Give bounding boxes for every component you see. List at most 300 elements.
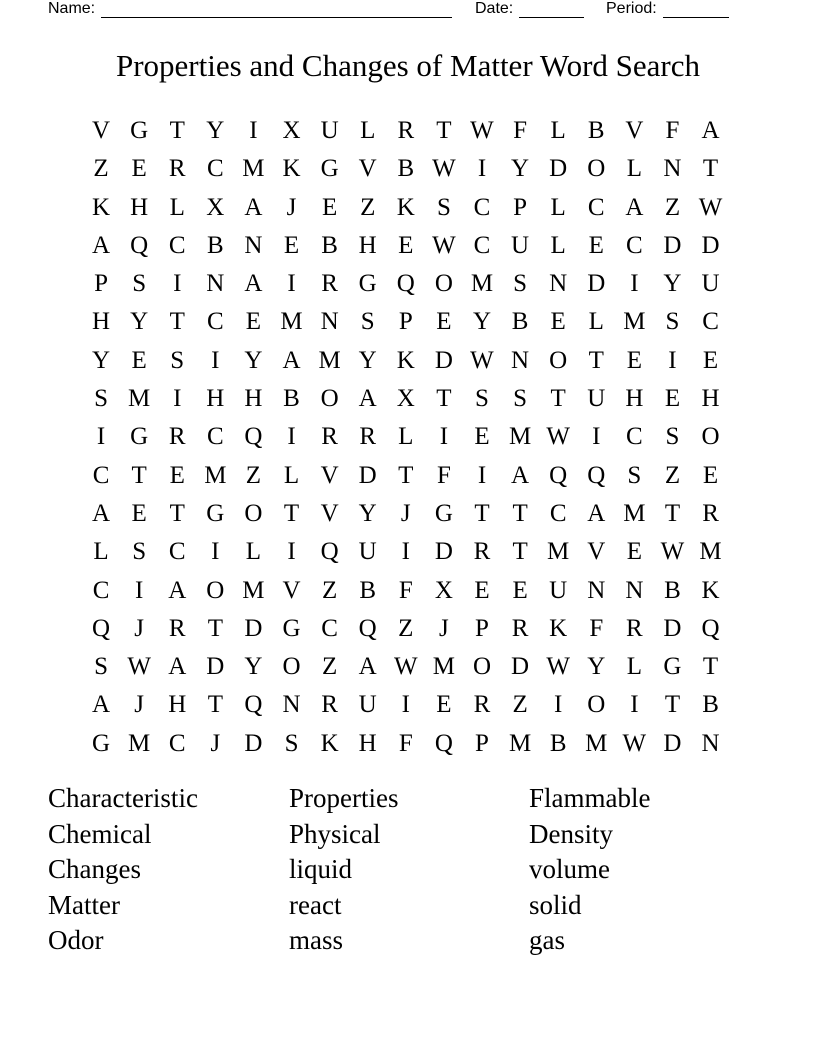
grid-letter[interactable]: L (550, 117, 566, 144)
grid-letter[interactable]: P (398, 308, 413, 336)
grid-letter[interactable]: A (244, 270, 263, 298)
grid-letter[interactable]: Z (360, 193, 376, 221)
grid-letter[interactable]: B (359, 576, 377, 604)
grid-letter[interactable]: W (432, 231, 456, 259)
grid-letter[interactable]: E (474, 576, 490, 604)
grid-row (82, 495, 730, 533)
grid-letter[interactable]: C (92, 461, 110, 489)
grid-letter[interactable]: X (206, 193, 225, 221)
grid-letter[interactable]: G (206, 499, 225, 527)
grid-letter[interactable]: X (282, 117, 301, 144)
grid-letter[interactable]: T (664, 499, 681, 527)
grid-letter[interactable]: I (134, 576, 144, 604)
grid-letter[interactable]: A (168, 653, 187, 681)
grid-letter[interactable]: V (282, 576, 301, 604)
grid-letter[interactable]: O (206, 576, 225, 604)
grid-row (82, 572, 730, 610)
grid-letter[interactable]: C (626, 231, 643, 259)
grid-letter[interactable]: W (660, 538, 685, 566)
grid-letter[interactable]: D (663, 729, 682, 757)
grid-letter[interactable]: S (436, 193, 451, 221)
grid-letter[interactable]: T (512, 538, 528, 566)
grid-letter[interactable]: R (168, 423, 186, 451)
grid-letter[interactable]: W (432, 155, 456, 183)
grid-letter[interactable]: T (588, 346, 604, 374)
grid-letter[interactable]: S (94, 385, 108, 413)
grid-letter[interactable]: I (630, 691, 639, 719)
grid-letter[interactable]: C (626, 423, 643, 451)
grid-letter[interactable]: W (393, 653, 418, 681)
grid-letter[interactable]: Y (472, 308, 492, 336)
grid-letter[interactable]: T (169, 499, 185, 527)
grid-letter[interactable]: O (701, 423, 720, 451)
grid-letter[interactable]: Z (512, 691, 528, 719)
grid-letter[interactable]: Q (358, 614, 377, 642)
grid-letter[interactable]: F (436, 461, 451, 489)
grid-letter[interactable]: R (321, 423, 338, 451)
grid-letter[interactable]: M (242, 155, 265, 183)
grid-letter[interactable]: S (94, 653, 108, 681)
grid-letter[interactable]: J (134, 614, 144, 642)
grid-letter[interactable]: I (439, 423, 449, 451)
grid-letter[interactable]: T (283, 499, 300, 527)
grid-letter[interactable]: F (589, 614, 604, 642)
grid-letter[interactable]: Y (244, 346, 263, 374)
grid-letter[interactable]: S (665, 308, 680, 336)
grid-row (82, 303, 730, 341)
grid-letter[interactable]: V (320, 461, 339, 489)
grid-letter[interactable]: M (204, 461, 227, 489)
grid-letter[interactable]: B (321, 231, 338, 259)
grid-letter[interactable]: E (702, 461, 719, 489)
grid-letter[interactable]: I (249, 117, 258, 144)
grid-letter[interactable]: C (206, 308, 224, 336)
grid-letter[interactable]: C (168, 729, 186, 757)
grid-letter[interactable]: R (321, 270, 338, 298)
grid-letter[interactable]: G (130, 117, 149, 144)
grid-letter[interactable]: I (401, 538, 410, 566)
grid-letter[interactable]: S (360, 308, 375, 336)
grid-letter[interactable]: W (622, 729, 647, 757)
grid-letter[interactable]: A (168, 576, 187, 604)
grid-letter[interactable]: W (546, 653, 570, 681)
grid-letter[interactable]: D (511, 653, 530, 681)
grid-letter[interactable]: N (511, 346, 530, 374)
grid-letter[interactable]: I (211, 538, 220, 566)
grid-letter[interactable]: U (511, 231, 530, 259)
grid-letter[interactable]: Y (130, 308, 149, 336)
grid-letter[interactable]: S (475, 385, 489, 413)
grid-letter[interactable]: V (92, 117, 111, 144)
grid-letter[interactable]: D (549, 155, 568, 183)
grid-letter[interactable]: H (92, 308, 111, 336)
grid-row (82, 686, 730, 724)
grid-letter[interactable]: R (702, 499, 719, 527)
grid-letter[interactable]: F (398, 576, 413, 604)
date-blank-line (519, 2, 584, 18)
grid-letter[interactable]: C (473, 193, 491, 221)
grid-letter[interactable]: L (550, 193, 566, 221)
grid-letter[interactable]: W (470, 346, 494, 374)
grid-letter[interactable]: E (169, 461, 185, 489)
grid-letter[interactable]: P (475, 729, 489, 757)
grid-row (82, 610, 730, 648)
grid-letter[interactable]: T (398, 461, 414, 489)
grid-letter[interactable]: T (169, 117, 185, 144)
grid-letter[interactable]: L (398, 423, 414, 451)
grid-letter[interactable]: G (282, 614, 301, 642)
grid-letter[interactable]: D (701, 231, 720, 259)
word-item: mass (289, 925, 343, 956)
grid-letter[interactable]: E (588, 231, 604, 259)
grid-letter[interactable]: S (665, 423, 680, 451)
grid-letter[interactable]: T (131, 461, 147, 489)
grid-letter[interactable]: A (701, 117, 720, 144)
grid-letter[interactable]: I (173, 385, 182, 413)
grid-letter[interactable]: Q (92, 614, 111, 642)
grid-letter[interactable]: S (513, 385, 528, 413)
grid-letter[interactable]: N (282, 691, 301, 719)
grid-letter[interactable]: A (92, 691, 111, 719)
grid-letter[interactable]: T (702, 155, 719, 183)
grid-letter[interactable]: R (321, 691, 338, 719)
grid-letter[interactable]: K (396, 193, 415, 221)
grid-letter[interactable]: T (550, 385, 566, 413)
grid-letter[interactable]: I (630, 270, 639, 298)
grid-letter[interactable]: O (587, 155, 606, 183)
grid-letter[interactable]: Y (358, 499, 377, 527)
grid-letter[interactable]: Q (130, 231, 149, 259)
grid-letter[interactable]: Y (92, 346, 111, 374)
grid-letter[interactable]: V (358, 155, 377, 183)
grid-letter[interactable]: B (397, 155, 415, 183)
grid-letter[interactable]: M (318, 346, 341, 374)
grid-letter[interactable]: S (284, 729, 299, 757)
grid-letter[interactable]: W (546, 423, 570, 451)
grid-letter[interactable]: Q (434, 729, 453, 757)
grid-letter[interactable]: R (473, 538, 491, 566)
grid-letter[interactable]: A (92, 499, 111, 527)
grid-letter[interactable]: U (358, 691, 377, 719)
grid-letter[interactable]: R (359, 423, 377, 451)
grid-letter[interactable]: T (207, 614, 223, 642)
grid-letter[interactable]: D (244, 729, 263, 757)
grid-letter[interactable]: C (92, 576, 110, 604)
grid-letter[interactable]: A (625, 193, 644, 221)
grid-letter[interactable]: O (244, 499, 263, 527)
grid-letter[interactable]: E (702, 346, 719, 374)
grid-letter[interactable]: W (470, 117, 494, 144)
grid-letter[interactable]: E (131, 155, 147, 183)
grid-letter[interactable]: H (206, 385, 225, 413)
grid-letter[interactable]: I (287, 423, 296, 451)
grid-letter[interactable]: D (587, 270, 606, 298)
grid-letter[interactable]: M (432, 653, 455, 681)
grid-letter[interactable]: M (623, 308, 646, 336)
grid-letter[interactable]: Q (701, 614, 720, 642)
grid-letter[interactable]: U (701, 270, 720, 298)
grid-letter[interactable]: M (508, 729, 532, 757)
grid-letter[interactable]: R (168, 155, 186, 183)
grid-letter[interactable]: K (549, 614, 568, 642)
grid-letter[interactable]: E (626, 346, 642, 374)
grid-letter[interactable]: G (92, 729, 111, 757)
grid-letter[interactable]: N (244, 231, 263, 259)
grid-letter[interactable]: H (244, 385, 263, 413)
grid-letter[interactable]: M (280, 308, 303, 336)
grid-letter[interactable]: D (663, 231, 682, 259)
grid-letter[interactable]: A (358, 653, 377, 681)
grid-letter[interactable]: A (511, 461, 530, 489)
grid-letter[interactable]: D (434, 538, 453, 566)
grid-letter[interactable]: M (623, 499, 646, 527)
grid-letter[interactable]: M (128, 385, 151, 413)
grid-letter[interactable]: V (587, 538, 606, 566)
grid-letter[interactable]: M (470, 270, 494, 298)
grid-letter[interactable]: V (320, 499, 339, 527)
grid-letter[interactable]: Y (587, 653, 606, 681)
grid-letter[interactable]: D (434, 346, 453, 374)
grid-letter[interactable]: P (475, 614, 489, 642)
grid-letter[interactable]: L (245, 538, 262, 566)
grid-letter[interactable]: A (587, 499, 606, 527)
grid-letter[interactable]: Y (244, 653, 263, 681)
grid-letter[interactable]: V (625, 117, 644, 144)
grid-letter[interactable]: O (549, 346, 568, 374)
grid-letter[interactable]: I (668, 346, 677, 374)
grid-letter[interactable]: D (358, 461, 377, 489)
grid-letter[interactable]: I (211, 346, 220, 374)
grid-letter[interactable]: B (664, 576, 681, 604)
grid-letter[interactable]: N (587, 576, 606, 604)
grid-letter[interactable]: D (244, 614, 263, 642)
grid-letter[interactable]: E (626, 538, 642, 566)
grid-letter[interactable]: I (477, 155, 487, 183)
grid-letter[interactable]: S (170, 346, 185, 374)
grid-letter[interactable]: M (585, 729, 608, 757)
grid-letter[interactable]: K (396, 346, 415, 374)
name-field[interactable] (48, 0, 452, 18)
grid-letter[interactable]: L (93, 538, 109, 566)
grid-letter[interactable]: C (168, 538, 186, 566)
grid-letter[interactable]: O (434, 270, 453, 298)
grid-letter[interactable]: M (508, 423, 532, 451)
grid-letter[interactable]: J (210, 729, 221, 757)
grid-letter[interactable]: E (398, 231, 414, 259)
grid-letter[interactable]: G (320, 155, 339, 183)
grid-letter[interactable]: J (400, 499, 411, 527)
grid-letter[interactable]: M (547, 538, 570, 566)
grid-letter[interactable]: E (512, 576, 528, 604)
grid-letter[interactable]: I (477, 461, 487, 489)
grid-letter[interactable]: U (358, 538, 377, 566)
grid-letter[interactable]: Z (245, 461, 262, 489)
grid-letter[interactable]: M (242, 576, 265, 604)
grid-letter[interactable]: A (244, 193, 263, 221)
grid-letter[interactable]: G (130, 423, 149, 451)
grid-letter[interactable]: T (436, 117, 452, 144)
grid-letter[interactable]: L (626, 155, 642, 183)
grid-letter[interactable]: O (472, 653, 492, 681)
grid-letter[interactable]: T (207, 691, 223, 719)
grid-letter[interactable]: C (321, 614, 338, 642)
grid-letter[interactable]: W (698, 193, 723, 221)
grid-letter[interactable]: J (286, 193, 297, 221)
grid-letter[interactable]: Z (321, 653, 338, 681)
grid-letter[interactable]: C (206, 155, 224, 183)
grid-letter[interactable]: R (626, 614, 643, 642)
grid-letter[interactable]: Y (511, 155, 530, 183)
grid-letter[interactable]: K (92, 193, 111, 221)
grid-letter[interactable]: C (473, 231, 491, 259)
grid-letter[interactable]: E (131, 499, 147, 527)
grid-letter[interactable]: R (473, 691, 491, 719)
grid-letter[interactable]: N (206, 270, 225, 298)
grid-letter[interactable]: E (436, 691, 452, 719)
grid-letter[interactable]: H (168, 691, 187, 719)
grid-letter[interactable]: H (358, 231, 377, 259)
grid-letter[interactable]: Q (320, 538, 339, 566)
grid-letter[interactable]: O (320, 385, 339, 413)
grid-letter[interactable]: P (94, 270, 108, 298)
grid-letter[interactable]: A (282, 346, 301, 374)
grid-letter[interactable]: A (358, 385, 377, 413)
grid-letter[interactable]: Y (206, 117, 225, 144)
grid-letter[interactable]: C (168, 231, 186, 259)
grid-letter[interactable]: C (587, 193, 605, 221)
grid-letter[interactable]: B (206, 231, 224, 259)
grid-letter[interactable]: R (511, 614, 529, 642)
grid-letter[interactable]: I (554, 691, 563, 719)
grid-letter[interactable]: T (169, 308, 185, 336)
grid-letter[interactable]: Q (244, 691, 263, 719)
grid-letter[interactable]: D (663, 614, 682, 642)
grid-letter[interactable]: Q (549, 461, 568, 489)
grid-letter[interactable]: G (434, 499, 453, 527)
grid-letter[interactable]: L (626, 653, 642, 681)
grid-letter[interactable]: S (132, 538, 147, 566)
grid-letter[interactable]: E (664, 385, 681, 413)
grid-letter[interactable]: M (128, 729, 151, 757)
grid-letter[interactable]: L (588, 308, 604, 336)
grid-letter[interactable]: R (168, 614, 186, 642)
grid-letter[interactable]: B (283, 385, 300, 413)
grid-letter[interactable]: C (702, 308, 719, 336)
grid-letter[interactable]: U (587, 385, 606, 413)
grid-letter[interactable]: Z (398, 614, 414, 642)
grid-letter[interactable]: B (702, 691, 719, 719)
grid-letter[interactable]: U (320, 117, 339, 144)
grid-letter[interactable]: N (320, 308, 339, 336)
grid-letter[interactable]: I (401, 691, 410, 719)
grid-letter[interactable]: C (206, 423, 224, 451)
grid-letter[interactable]: L (169, 193, 185, 221)
grid-letter[interactable]: T (512, 499, 528, 527)
grid-letter[interactable]: S (627, 461, 642, 489)
grid-letter[interactable]: F (398, 729, 413, 757)
grid-letter[interactable]: H (358, 729, 377, 757)
grid-letter[interactable]: N (701, 729, 720, 757)
grid-letter[interactable]: Q (244, 423, 263, 451)
date-field[interactable] (475, 0, 584, 18)
grid-letter[interactable]: T (702, 653, 719, 681)
grid-letter[interactable]: E (321, 193, 338, 221)
grid-letter[interactable]: S (513, 270, 528, 298)
grid-letter[interactable]: X (434, 576, 453, 604)
grid-letter[interactable]: Y (663, 270, 682, 298)
grid-letter[interactable]: E (245, 308, 262, 336)
grid-letter[interactable]: Z (321, 576, 338, 604)
grid-letter[interactable]: G (663, 653, 682, 681)
grid-letter[interactable]: Z (93, 155, 109, 183)
grid-letter[interactable]: E (131, 346, 147, 374)
grid-letter[interactable]: H (130, 193, 149, 221)
period-field[interactable] (606, 0, 729, 18)
grid-letter[interactable]: Z (664, 193, 681, 221)
grid-letter[interactable]: B (587, 117, 605, 144)
grid-letter[interactable]: O (587, 691, 606, 719)
grid-letter[interactable]: N (663, 155, 682, 183)
grid-letter[interactable]: S (132, 270, 147, 298)
grid-letter[interactable]: K (701, 576, 720, 604)
grid-letter[interactable]: H (701, 385, 720, 413)
word-item: react (289, 889, 342, 920)
grid-letter[interactable]: I (287, 270, 296, 298)
grid-letter[interactable]: X (396, 385, 415, 413)
grid-letter[interactable]: J (134, 691, 144, 719)
grid-letter[interactable]: B (511, 308, 529, 336)
grid-letter[interactable]: J (439, 614, 449, 642)
grid-letter[interactable]: L (550, 231, 566, 259)
grid-letter[interactable]: L (283, 461, 300, 489)
grid-letter[interactable]: B (549, 729, 567, 757)
grid-letter[interactable]: L (360, 117, 376, 144)
grid-letter[interactable]: K (282, 155, 301, 183)
grid-letter[interactable]: Z (664, 461, 681, 489)
grid-letter[interactable]: P (513, 193, 528, 221)
grid-letter[interactable]: I (96, 423, 106, 451)
grid-letter[interactable]: F (513, 117, 528, 144)
grid-letter[interactable]: N (549, 270, 568, 298)
grid-letter[interactable]: Q (587, 461, 606, 489)
grid-letter[interactable]: U (549, 576, 568, 604)
grid-letter[interactable]: C (549, 499, 567, 527)
grid-letter[interactable]: I (173, 270, 182, 298)
grid-letter[interactable]: A (92, 231, 111, 259)
grid-letter[interactable]: T (474, 499, 490, 527)
grid-letter[interactable]: T (436, 385, 452, 413)
grid-letter[interactable]: G (358, 270, 377, 298)
grid-letter[interactable]: M (699, 538, 722, 566)
grid-letter[interactable]: I (287, 538, 296, 566)
grid-letter[interactable]: D (206, 653, 225, 681)
grid-letter[interactable]: R (397, 117, 415, 144)
grid-letter[interactable]: N (625, 576, 644, 604)
grid-letter[interactable]: E (550, 308, 566, 336)
grid-letter[interactable]: F (665, 117, 680, 144)
grid-letter[interactable]: E (283, 231, 300, 259)
grid-letter[interactable]: O (282, 653, 301, 681)
grid-letter[interactable]: H (625, 385, 644, 413)
grid-letter[interactable]: I (592, 423, 601, 451)
grid-letter[interactable]: K (320, 729, 339, 757)
grid-letter[interactable]: Y (358, 346, 377, 374)
grid-letter[interactable]: E (436, 308, 452, 336)
grid-letter[interactable]: W (127, 653, 151, 681)
grid-letter[interactable]: Q (396, 270, 415, 298)
grid-letter[interactable]: E (474, 423, 490, 451)
grid-letter[interactable]: T (664, 691, 681, 719)
